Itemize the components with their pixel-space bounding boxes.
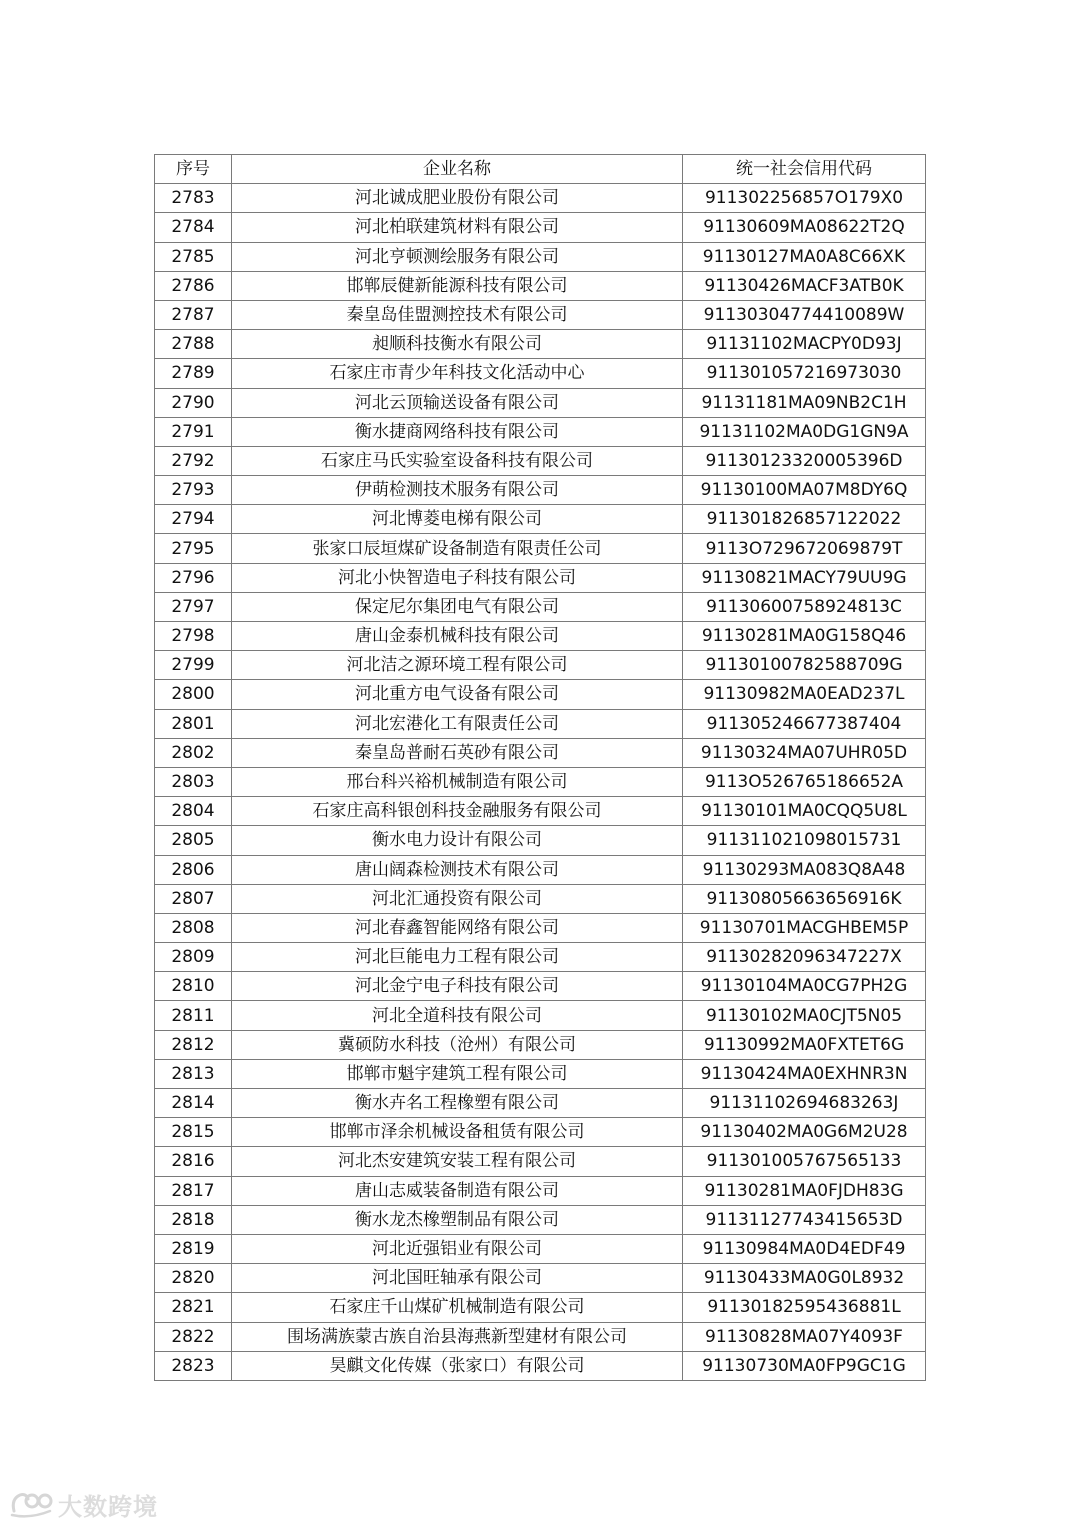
table-row <box>155 359 926 388</box>
cell-seq: 2799 <box>155 651 232 680</box>
cell-credit-code: 91130609MA08622T2Q <box>683 213 926 242</box>
table-header-row <box>155 155 926 184</box>
cell-credit-code: 9113O729672069879T <box>683 534 926 563</box>
brand-logo-icon <box>8 1489 54 1519</box>
cell-credit-code: 91130324MA07UHR05D <box>683 738 926 767</box>
cell-company-name: 河北近强铝业有限公司 <box>232 1234 683 1263</box>
cell-seq: 2814 <box>155 1089 232 1118</box>
cell-seq: 2815 <box>155 1118 232 1147</box>
cell-seq: 2822 <box>155 1322 232 1351</box>
cell-company-name: 河北重方电气设备有限公司 <box>232 680 683 709</box>
table-row <box>155 738 926 767</box>
table-row <box>155 300 926 329</box>
table-row <box>155 1264 926 1293</box>
cell-seq: 2787 <box>155 300 232 329</box>
cell-company-name: 衡水电力设计有限公司 <box>232 826 683 855</box>
enterprise-table <box>154 154 926 1381</box>
cell-seq: 2795 <box>155 534 232 563</box>
table-row <box>155 388 926 417</box>
cell-credit-code: 91130293MA083Q8A48 <box>683 855 926 884</box>
table-row <box>155 972 926 1001</box>
header-name: 企业名称 <box>232 155 683 184</box>
table-row <box>155 1322 926 1351</box>
cell-seq: 2811 <box>155 1001 232 1030</box>
cell-credit-code: 911301005767565133 <box>683 1147 926 1176</box>
table-row <box>155 242 926 271</box>
cell-company-name: 邯郸市魁宇建筑工程有限公司 <box>232 1059 683 1088</box>
cell-credit-code: 91130982MA0EAD237L <box>683 680 926 709</box>
cell-seq: 2801 <box>155 709 232 738</box>
table-row <box>155 797 926 826</box>
cell-company-name: 河北云顶输送设备有限公司 <box>232 388 683 417</box>
cell-company-name: 河北博菱电梯有限公司 <box>232 505 683 534</box>
cell-credit-code: 91131102MACPY0D93J <box>683 330 926 359</box>
cell-credit-code: 91130182595436881L <box>683 1293 926 1322</box>
table-row <box>155 943 926 972</box>
cell-credit-code: 91130102MA0CJT5N05 <box>683 1001 926 1030</box>
table-row <box>155 1147 926 1176</box>
table-row <box>155 534 926 563</box>
table-row <box>155 446 926 475</box>
cell-company-name: 河北国旺轴承有限公司 <box>232 1264 683 1293</box>
cell-seq: 2785 <box>155 242 232 271</box>
cell-company-name: 河北全道科技有限公司 <box>232 1001 683 1030</box>
cell-company-name: 邯郸市泽余机械设备租赁有限公司 <box>232 1118 683 1147</box>
cell-seq: 2800 <box>155 680 232 709</box>
cell-credit-code: 91130402MA0G6M2U28 <box>683 1118 926 1147</box>
watermark-brand: 大数跨境 <box>58 1492 158 1521</box>
cell-credit-code: 911311021098015731 <box>683 826 926 855</box>
table-row <box>155 1293 926 1322</box>
cell-company-name: 张家口辰垣煤矿设备制造有限责任公司 <box>232 534 683 563</box>
cell-seq: 2809 <box>155 943 232 972</box>
table-row <box>155 651 926 680</box>
table-row <box>155 622 926 651</box>
cell-company-name: 石家庄千山煤矿机械制造有限公司 <box>232 1293 683 1322</box>
watermark <box>8 1487 158 1521</box>
table-row <box>155 417 926 446</box>
cell-seq: 2819 <box>155 1234 232 1263</box>
table-row <box>155 1234 926 1263</box>
cell-credit-code: 91130101MA0CQQ5U8L <box>683 797 926 826</box>
cell-credit-code: 911301057216973030 <box>683 359 926 388</box>
cell-credit-code: 91130992MA0FXTET6G <box>683 1030 926 1059</box>
cell-credit-code: 91130281MA0FJDH83G <box>683 1176 926 1205</box>
table-row <box>155 826 926 855</box>
cell-credit-code: 91131181MA09NB2C1H <box>683 388 926 417</box>
cell-company-name: 河北亨顿测绘服务有限公司 <box>232 242 683 271</box>
cell-company-name: 唐山志威装备制造有限公司 <box>232 1176 683 1205</box>
table-row <box>155 913 926 942</box>
cell-company-name: 伊萌检测技术服务有限公司 <box>232 476 683 505</box>
cell-credit-code: 91130433MA0G0L8932 <box>683 1264 926 1293</box>
cell-seq: 2802 <box>155 738 232 767</box>
table-row <box>155 680 926 709</box>
table-body <box>155 184 926 1381</box>
cell-company-name: 衡水卉名工程橡塑有限公司 <box>232 1089 683 1118</box>
cell-credit-code: 91130600758924813C <box>683 592 926 621</box>
cell-seq: 2805 <box>155 826 232 855</box>
header-seq: 序号 <box>155 155 232 184</box>
cell-company-name: 邢台科兴裕机械制造有限公司 <box>232 767 683 796</box>
cell-credit-code: 911301826857122022 <box>683 505 926 534</box>
table-row <box>155 213 926 242</box>
cell-seq: 2786 <box>155 271 232 300</box>
cell-credit-code: 9113O526765186652A <box>683 767 926 796</box>
header-code: 统一社会信用代码 <box>683 155 926 184</box>
cell-company-name: 河北洁之源环境工程有限公司 <box>232 651 683 680</box>
cell-seq: 2796 <box>155 563 232 592</box>
cell-seq: 2788 <box>155 330 232 359</box>
cell-seq: 2784 <box>155 213 232 242</box>
cell-credit-code: 911305246677387404 <box>683 709 926 738</box>
table-row <box>155 476 926 505</box>
cell-company-name: 河北宏港化工有限责任公司 <box>232 709 683 738</box>
cell-company-name: 昶顺科技衡水有限公司 <box>232 330 683 359</box>
cell-seq: 2792 <box>155 446 232 475</box>
cell-company-name: 石家庄高科银创科技金融服务有限公司 <box>232 797 683 826</box>
cell-seq: 2818 <box>155 1205 232 1234</box>
cell-credit-code: 91130127MA0A8C66XK <box>683 242 926 271</box>
cell-credit-code: 91130828MA07Y4093F <box>683 1322 926 1351</box>
cell-seq: 2793 <box>155 476 232 505</box>
cell-credit-code: 91130100782588709G <box>683 651 926 680</box>
cell-seq: 2783 <box>155 184 232 213</box>
cell-company-name: 河北小快智造电子科技有限公司 <box>232 563 683 592</box>
table-row <box>155 709 926 738</box>
cell-company-name: 唐山阔森检测技术有限公司 <box>232 855 683 884</box>
cell-company-name: 河北柏联建筑材料有限公司 <box>232 213 683 242</box>
cell-seq: 2789 <box>155 359 232 388</box>
cell-credit-code: 91130281MA0G158Q46 <box>683 622 926 651</box>
cell-credit-code: 91130426MACF3ATB0K <box>683 271 926 300</box>
cell-credit-code: 91130984MA0D4EDF49 <box>683 1234 926 1263</box>
cell-credit-code: 91131102694683263J <box>683 1089 926 1118</box>
cell-company-name: 河北金宁电子科技有限公司 <box>232 972 683 1001</box>
cell-seq: 2806 <box>155 855 232 884</box>
cell-credit-code: 91130282096347227X <box>683 943 926 972</box>
cell-seq: 2810 <box>155 972 232 1001</box>
cell-seq: 2794 <box>155 505 232 534</box>
table-row <box>155 767 926 796</box>
cell-seq: 2803 <box>155 767 232 796</box>
cell-credit-code: 91130304774410089W <box>683 300 926 329</box>
cell-credit-code: 91130123320005396D <box>683 446 926 475</box>
cell-credit-code: 91130821MACY79UU9G <box>683 563 926 592</box>
table-row <box>155 271 926 300</box>
cell-credit-code: 91130805663656916K <box>683 884 926 913</box>
cell-seq: 2817 <box>155 1176 232 1205</box>
table-row <box>155 592 926 621</box>
cell-company-name: 河北杰安建筑安装工程有限公司 <box>232 1147 683 1176</box>
cell-credit-code: 91130424MA0EXHNR3N <box>683 1059 926 1088</box>
table-row <box>155 563 926 592</box>
cell-company-name: 唐山金泰机械科技有限公司 <box>232 622 683 651</box>
cell-company-name: 邯郸辰健新能源科技有限公司 <box>232 271 683 300</box>
table-row <box>155 505 926 534</box>
cell-seq: 2808 <box>155 913 232 942</box>
cell-company-name: 石家庄市青少年科技文化活动中心 <box>232 359 683 388</box>
table-row <box>155 1176 926 1205</box>
table-row <box>155 184 926 213</box>
cell-seq: 2807 <box>155 884 232 913</box>
cell-seq: 2804 <box>155 797 232 826</box>
cell-seq: 2813 <box>155 1059 232 1088</box>
cell-credit-code: 91130701MACGHBEM5P <box>683 913 926 942</box>
table-row <box>155 330 926 359</box>
cell-company-name: 河北巨能电力工程有限公司 <box>232 943 683 972</box>
cell-seq: 2797 <box>155 592 232 621</box>
cell-company-name: 秦皇岛佳盟测控技术有限公司 <box>232 300 683 329</box>
table-row <box>155 884 926 913</box>
table-row <box>155 1059 926 1088</box>
cell-company-name: 河北诚成肥业股份有限公司 <box>232 184 683 213</box>
cell-company-name: 围场满族蒙古族自治县海燕新型建材有限公司 <box>232 1322 683 1351</box>
cell-seq: 2823 <box>155 1351 232 1380</box>
cell-company-name: 河北汇通投资有限公司 <box>232 884 683 913</box>
cell-seq: 2798 <box>155 622 232 651</box>
table-row <box>155 1030 926 1059</box>
cell-credit-code: 911302256857O179X0 <box>683 184 926 213</box>
cell-company-name: 冀硕防水科技（沧州）有限公司 <box>232 1030 683 1059</box>
cell-company-name: 保定尼尔集团电气有限公司 <box>232 592 683 621</box>
cell-credit-code: 91130100MA07M8DY6Q <box>683 476 926 505</box>
cell-company-name: 昊麒文化传媒（张家口）有限公司 <box>232 1351 683 1380</box>
cell-company-name: 秦皇岛普耐石英砂有限公司 <box>232 738 683 767</box>
cell-credit-code: 91131102MA0DG1GN9A <box>683 417 926 446</box>
table-row <box>155 1351 926 1380</box>
table-row <box>155 855 926 884</box>
cell-company-name: 衡水捷商网络科技有限公司 <box>232 417 683 446</box>
cell-credit-code: 91131127743415653D <box>683 1205 926 1234</box>
cell-company-name: 衡水龙杰橡塑制品有限公司 <box>232 1205 683 1234</box>
cell-credit-code: 91130104MA0CG7PH2G <box>683 972 926 1001</box>
cell-company-name: 石家庄马氏实验室设备科技有限公司 <box>232 446 683 475</box>
cell-seq: 2821 <box>155 1293 232 1322</box>
cell-seq: 2816 <box>155 1147 232 1176</box>
cell-seq: 2791 <box>155 417 232 446</box>
table-row <box>155 1118 926 1147</box>
table-row <box>155 1205 926 1234</box>
table-row <box>155 1001 926 1030</box>
cell-company-name: 河北春鑫智能网络有限公司 <box>232 913 683 942</box>
cell-credit-code: 91130730MA0FP9GC1G <box>683 1351 926 1380</box>
cell-seq: 2820 <box>155 1264 232 1293</box>
table-row <box>155 1089 926 1118</box>
cell-seq: 2812 <box>155 1030 232 1059</box>
cell-seq: 2790 <box>155 388 232 417</box>
